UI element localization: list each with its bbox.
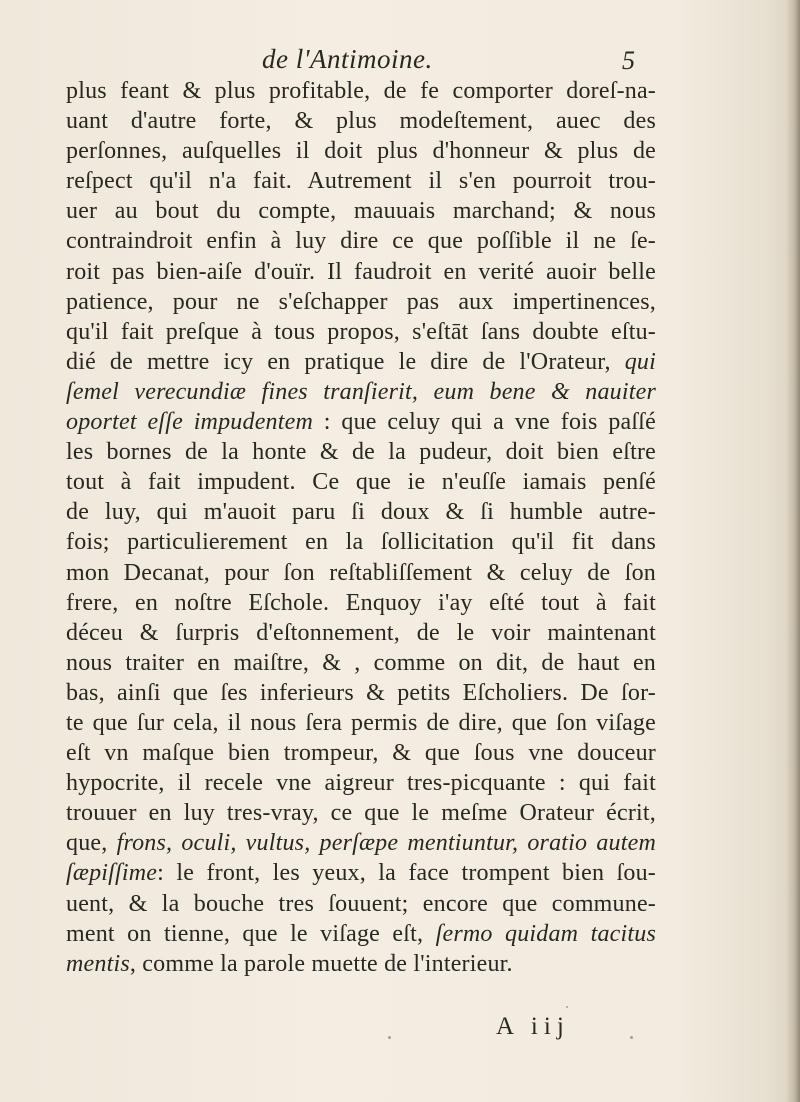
text-segment: fois; particulierement en la ſollicitation qu'il fit dans xyxy=(66,529,656,556)
text-segment: les bornes de la honte & de la pudeur, doit bien eſtre xyxy=(66,439,656,466)
text-line xyxy=(66,166,656,196)
text-line xyxy=(66,287,656,317)
text-segment: : que celuy qui a vne fois paſſé xyxy=(313,409,656,436)
ink-speck xyxy=(630,1036,633,1039)
text-line xyxy=(66,828,656,858)
text-segment: ment on tienne, que le viſage eſt, xyxy=(66,920,436,947)
italic-latin-segment: mentis xyxy=(66,950,130,977)
signature-mark: A iij xyxy=(496,1013,570,1040)
italic-latin-segment: ſermo quidam tacitus xyxy=(435,920,656,947)
text-segment: roit pas bien-aiſe d'ouïr. Il faudroit en verité auoir belle xyxy=(66,258,656,285)
text-segment: déceu & ſurpris d'eſtonnement, de le voir maintenant xyxy=(66,619,656,646)
text-line xyxy=(66,467,656,497)
text-segment: trouuer en luy tres-vray, ce que le meſme Orateur écrit, xyxy=(66,800,656,827)
text-line xyxy=(66,558,656,588)
text-segment: reſpect qu'il n'a fait. Autrement il s'en pourroit trou- xyxy=(66,168,656,195)
text-line xyxy=(66,648,656,678)
text-line xyxy=(66,196,656,226)
text-line xyxy=(66,919,656,949)
text-segment: uer au bout du compte, mauuais marchand; & nous xyxy=(66,198,656,225)
text-line xyxy=(66,527,656,557)
text-line xyxy=(66,377,656,407)
text-line xyxy=(66,437,656,467)
body-text xyxy=(66,76,656,979)
text-segment: hypocrite, il recele vne aigreur tres-picquante : qui fait xyxy=(66,770,656,797)
text-line xyxy=(66,618,656,648)
text-line xyxy=(66,226,656,256)
text-line xyxy=(66,497,656,527)
page-number: 5 xyxy=(622,46,635,75)
text-line xyxy=(66,407,656,437)
text-line xyxy=(66,106,656,136)
text-line xyxy=(66,798,656,828)
italic-latin-segment: oportet eſſe impudentem xyxy=(66,409,313,436)
page-gutter-shadow xyxy=(786,0,800,1102)
text-segment: dié de mettre icy en pratique le dire de l'Orateur, xyxy=(66,348,625,375)
italic-latin-segment: ſæpiſſime xyxy=(66,860,158,887)
text-line xyxy=(66,768,656,798)
text-segment: qu'il fait preſque à tous propos, s'eſtāt ſans doubte eſtu- xyxy=(66,318,656,345)
text-segment: contraindroit enfin à luy dire ce que poſſible il ne ſe- xyxy=(66,228,656,255)
text-segment: te que ſur cela, il nous ſera permis de dire, que ſon viſage xyxy=(66,709,656,736)
text-line xyxy=(66,738,656,768)
ink-speck xyxy=(388,1036,391,1039)
text-segment: frere, en noſtre Eſchole. Enquoy i'ay eſté tout à fait xyxy=(66,589,656,616)
text-segment: plus feant & plus profitable, de fe comporter doreſ-na- xyxy=(66,78,656,104)
running-title: de l'Antimoine. xyxy=(262,44,433,74)
text-segment: uant d'autre forte, & plus modeſtement, auec des xyxy=(66,108,656,135)
text-line xyxy=(66,136,656,166)
text-segment: nous traiter en maiſtre, & , comme on dit, de haut en xyxy=(66,649,656,676)
italic-latin-segment: frons, oculi, vultus, perſæpe mentiuntur, oratio autem xyxy=(116,830,656,857)
text-segment: , comme la parole muette de l'interieur. xyxy=(129,950,513,977)
text-segment: eſt vn maſque bien trompeur, & que ſous vne douceur xyxy=(66,740,656,767)
text-line xyxy=(66,708,656,738)
text-line xyxy=(66,858,656,888)
text-segment: bas, ainſi que ſes inferieurs & petits Eſcholiers. De ſor- xyxy=(66,679,656,706)
italic-latin-segment: ſemel verecundiæ fines tranſierit, eum bene & nauiter xyxy=(66,378,656,405)
text-segment: : le front, les yeux, la face trompent bien ſou- xyxy=(157,860,656,887)
text-line xyxy=(66,76,656,106)
ink-speck xyxy=(566,1006,568,1008)
text-segment: de luy, qui m'auoit paru ſi doux & ſi humble autre- xyxy=(66,499,656,526)
text-line xyxy=(66,257,656,287)
italic-latin-segment: qui xyxy=(624,348,656,375)
text-line xyxy=(66,317,656,347)
text-segment: patience, pour ne s'eſchapper pas aux impertinences, xyxy=(66,288,656,315)
text-segment: mon Decanat, pour ſon reſtabliſſement & celuy de ſon xyxy=(66,559,656,586)
text-line xyxy=(66,678,656,708)
page-header xyxy=(0,44,800,78)
text-segment: que, xyxy=(66,830,117,857)
text-line xyxy=(66,949,656,979)
text-segment: perſonnes, auſquelles il doit plus d'honneur & plus de xyxy=(66,138,656,165)
text-segment: tout à fait impudent. Ce que ie n'euſſe iamais penſé xyxy=(66,469,656,496)
text-line xyxy=(66,347,656,377)
text-line xyxy=(66,588,656,618)
text-line xyxy=(66,889,656,919)
text-segment: uent, & la bouche tres ſouuent; encore que commune- xyxy=(66,890,656,917)
